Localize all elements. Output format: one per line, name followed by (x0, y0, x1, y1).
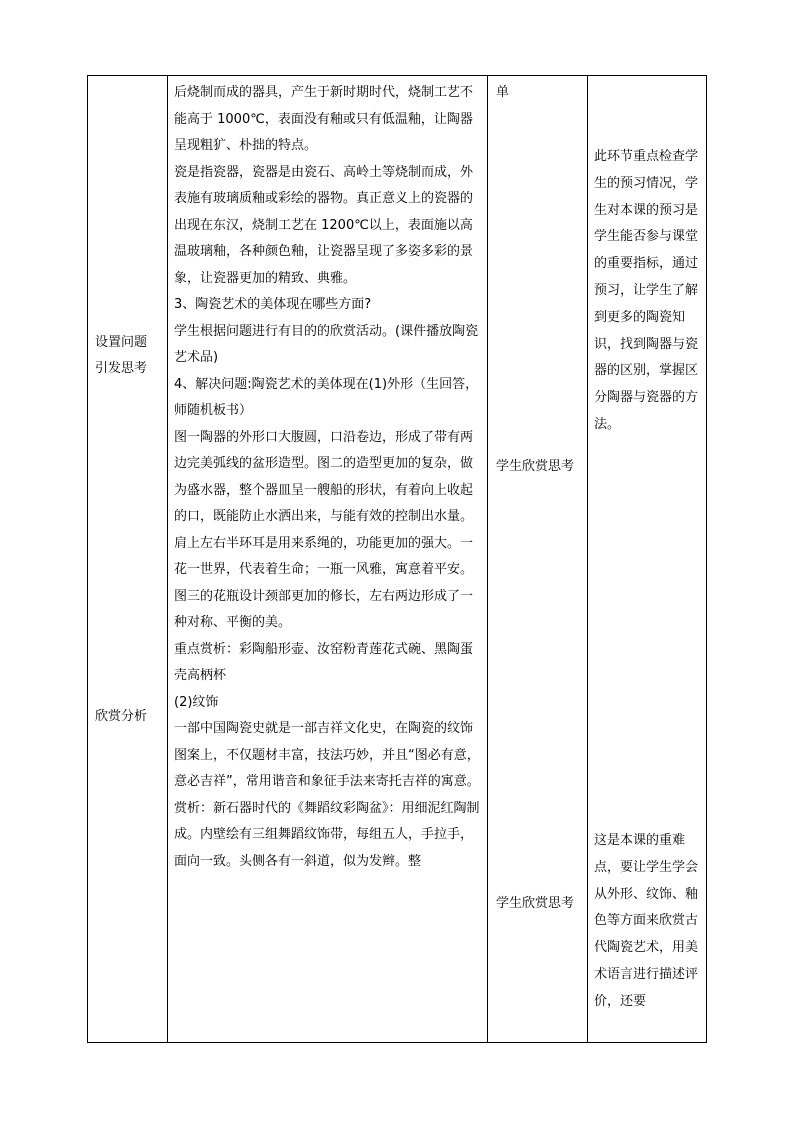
design-note-text: 这是本课的重难点，要让学生学会从外形、纹饰、釉色等方面来欣赏古代陶瓷艺术，用美术语言进行描述评价，还要 (594, 833, 699, 1009)
content-paragraph: 图一陶器的外形口大腹圆，口沿卷边，形成了带有两边完美弧线的盆形造型。图二的造型更加的复杂，做为盛水器，整个器皿呈一艘船的形状，有着向上收起的口，既能防止水洒出来，与能有效的控制出水量。肩上左右半环耳是用来系绳的，功能更加的强大。一花一世界，代表着生命；一瓶一风雅，寓意着平安。图三的花瓶设计颈部更加的修长，左右两边形成了一种对称、平衡的美。 (174, 429, 474, 630)
design-note-preview (594, 144, 702, 439)
student-activity-appreciate: 学生欣赏思考 (496, 459, 575, 474)
content-paragraph: 3、陶瓷艺术的美体现在哪些方面? (174, 297, 372, 312)
student-activity-appreciate: 学生欣赏思考 (496, 896, 575, 911)
teaching-content (174, 80, 484, 875)
stage-label-setting-questions (95, 330, 147, 382)
content-paragraph: 赏析：新石器时代的《舞蹈纹彩陶盆》：用细泥红陶制成。内壁绘有三组舞蹈纹饰带，每组五人，手拉手，面向一致。头侧各有一斜道，似为发辫。整 (174, 800, 480, 869)
column-divider (487, 76, 488, 1042)
column-divider (587, 76, 588, 1042)
content-paragraph: 一部中国陶瓷史就是一部吉祥文化史，在陶瓷的纹饰图案上，不仅题材丰富，技法巧妙，并且“图必有意，意必吉祥”，常用谐音和象征手法来寄托吉祥的寓意。 (174, 721, 480, 789)
lesson-plan-table (87, 75, 707, 1043)
content-paragraph: (2)纹饰 (174, 694, 219, 710)
column-divider (167, 76, 168, 1042)
design-note-text: 此环节重点检查学生的预习情况，学生对本课的预习是学生能否参与课堂的重要指标，通过预习，让学生了解到更多的陶瓷知识，找到陶器与瓷器的区别，掌握区分陶器与瓷器的方法。 (594, 149, 699, 432)
design-note-key-points (594, 828, 702, 1016)
content-paragraph: 重点赏析：彩陶船形壶、汝窑粉青莲花式碗、黑陶蛋壳高柄杯 (174, 641, 474, 683)
content-paragraph: 4、解决问题:陶瓷艺术的美体现在(1)外形（生回答，师随机板书） (174, 376, 479, 418)
stage-label-appreciation: 欣赏分析 (95, 709, 148, 724)
content-paragraph: 瓷是指瓷器，瓷器是由瓷石、高岭土等烧制而成，外表施有玻璃质釉或彩绘的器物。真正意义上的瓷器的出现在东汉，烧制工艺在 1200℃以上，表面施以高温玻璃釉，各种颜色釉，让瓷器呈现了多姿多彩的景象，让瓷器更加的精致、典雅。 (174, 164, 474, 286)
content-paragraph: 学生根据问题进行有目的的欣赏活动。(课件播放陶瓷艺术品) (174, 323, 479, 365)
stage-label-line: 设置问题 (95, 335, 148, 350)
student-activity-top: 单 (496, 85, 510, 100)
content-paragraph: 后烧制而成的器具，产生于新时期时代，烧制工艺不能高于 1000℃，表面没有釉或只有低温釉，让陶器呈现粗犷、朴拙的特点。 (174, 85, 474, 153)
stage-label-line: 引发思考 (95, 361, 148, 376)
